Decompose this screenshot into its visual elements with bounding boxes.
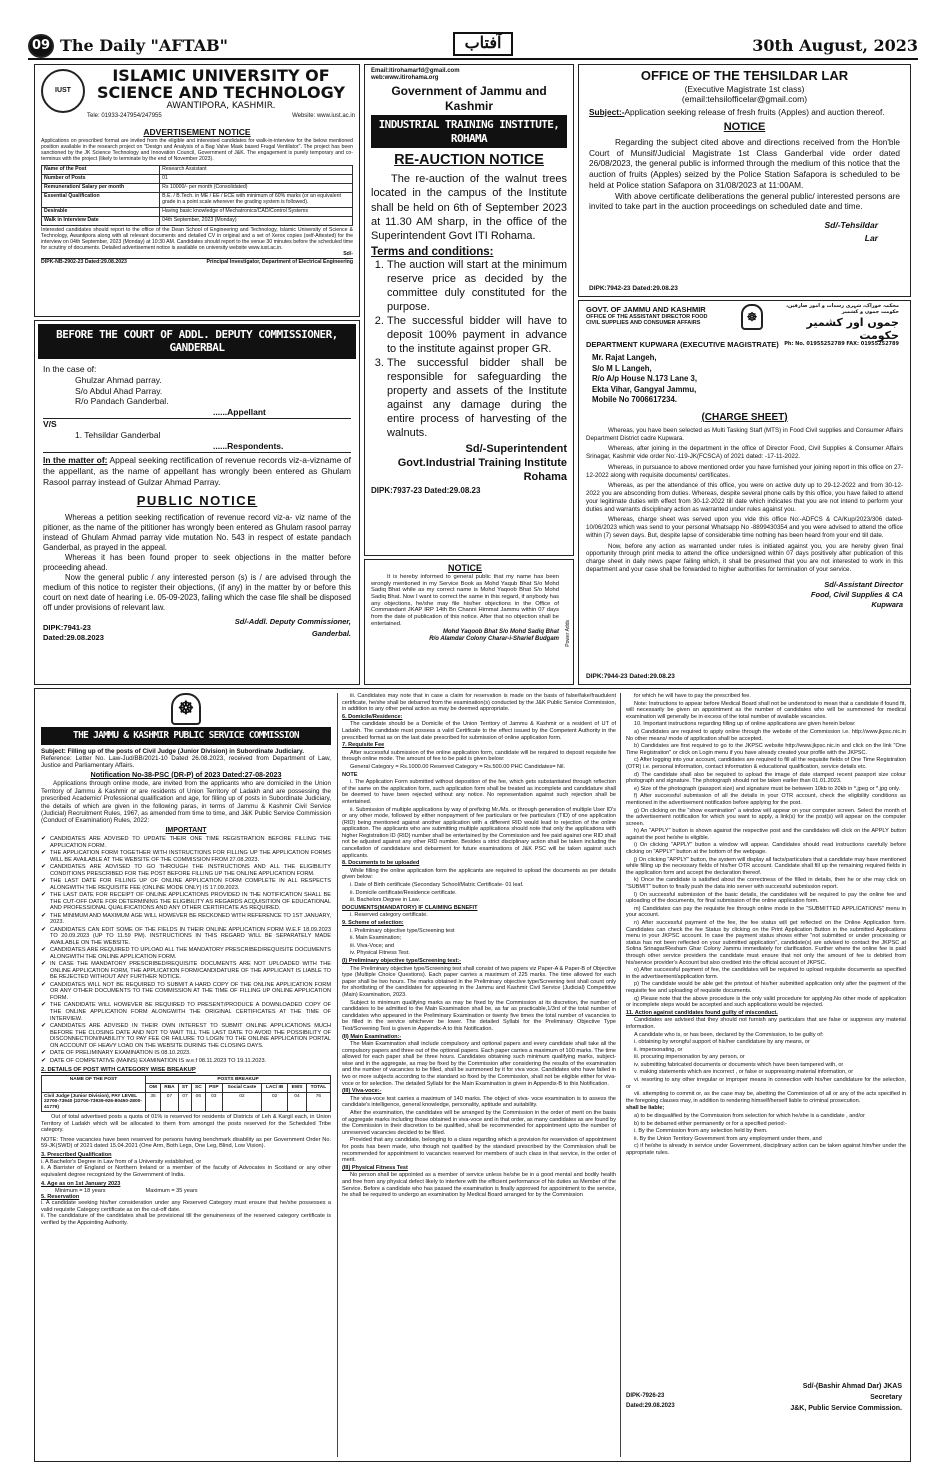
iust-logo-label: IUST bbox=[55, 86, 71, 94]
food-addr-line: Ekta Vihar, Gangyal Jammu, bbox=[592, 384, 697, 394]
court-vs: V/S bbox=[43, 419, 57, 430]
iust-table bbox=[41, 165, 353, 226]
psc-col3-para: a) to be disqualified by the Commission from selection for which he/she is a candidate , and/or bbox=[634, 1113, 865, 1120]
psc-col2-para: After the examination, the candidates will be arranged by the Commission in the order of merit on the basis of aggregate marks including those obtained in viva-voce and in that order, as many candidates as are found by the Commission in their discretion to be qualified, shall be recommended for appointment upto the number of unreserved vacancies decided to be filled. bbox=[342, 1110, 616, 1136]
psc-table-post: Civil Judge (Junior Division), PAY LEVEL 22700-73940 (22700-73939-926-80450-2800-41779) bbox=[42, 1092, 146, 1112]
psc-col2-para: Provided that any candidate, belonging to a class regarding which a provision for reservation of appointment for posts has been made, who though not qualified by the standard prescribed by the Commission shall be recommended for appointment to vacancies reserved for members of such class in that service, in the order of merit. bbox=[342, 1137, 616, 1164]
psc-reference: Reference: Letter No. Law-Jud/BB/2021-10 Dated 26.08.2023, received from Department of Law, Justice and Parliamentary Affairs. bbox=[41, 755, 331, 770]
food-para: Whereas, after joining in the department in the office of Director Food, Civil Supplies & Consumer Affairs Srinagar, Kashmir vide order No:-119-JK(FCSCA) of 2021 dated: -17-11-2022. bbox=[586, 445, 903, 461]
psc-col3-para: q) Please note that the above procedure is the only valid procedure for applying.No other mode of application or incomplete steps would be accepted and such applications would be rejected. bbox=[626, 995, 906, 1009]
checkmark-icon: ✔ bbox=[41, 961, 47, 968]
psc-col3-para: Note: Instructions to appear before Medical Board shall not be understood to mean that a candidate if found fit, will necessarily be given an appointment as the number of candidates who will be summoned for medical examination will generally be in excess of the total number of available vacancies. bbox=[626, 700, 906, 720]
food-sig1: Sd/-Assistant Director bbox=[824, 579, 903, 589]
court-dated: Dated:29.08.2023 bbox=[43, 632, 104, 642]
psc-col2-para: ii. Domicile certificate/Residence certificate. bbox=[350, 889, 457, 896]
psc-intro: Applications through online mode, are invited from the applicants who are domiciled in the Union Territory of Jammu & Kashmir or are residents of Union Territory of Ladakh and are possessing the prescribed Academic/ Professional qualification and age, for filling up of posts in Subordinate Judiciary, the details of which are given in the following paras, in terms of Jammu & Kashmir Civil Service (Judicial) Recruitment Rules, 1967, as amended from time to time, and J&K Public Service Commission (Conduct of Examination) Rules, 2022: bbox=[41, 780, 331, 825]
tehsildar-notice bbox=[578, 64, 911, 297]
psc-col2-para: Subject to minimum qualifying marks as may be fixed by the Commission at its discretion, the number of candidates to be admitted to the Main Examination shall be, as far as practicable,1/3rd of the total number of candidates who appeared in the Preliminary Examination or twenty five times the total number of vacancies to be filled in the service whichever be lower. The detailed Syllabi for the Preliminary Objective Type Test/Screening Test is given in Appendix-A to this Notification. bbox=[342, 999, 616, 1032]
iust-table-label: Remuneration/ Salary per month bbox=[42, 184, 160, 193]
psc-table-col: LAC/ IB bbox=[262, 1084, 288, 1093]
psc-pq: i. A Bachelor's Degree in Law from of a University established, or bbox=[41, 1158, 202, 1165]
psc-table-cell: 02 bbox=[222, 1092, 261, 1112]
psc-col2-para: No person shall be appointed as a member of service unless he/she be in a good mental and bodily health and free from any physical defect likely to interfere with the efficient performance of his duties as Member of the Service. Before a candidate who has passed the examination is finally approved for appointment to the service, he shall be required to undergo an examination by Medical Board arranged for by the Commission bbox=[342, 1172, 616, 1199]
psc-pq-title: 3. Prescribed Qualification bbox=[41, 1152, 112, 1159]
iti-web: web:www.itirohama.org bbox=[371, 75, 439, 82]
psc-table-col: EWS bbox=[288, 1084, 307, 1093]
psc-col2-para: (I) Preliminary objective type/Screening test:- bbox=[342, 957, 461, 964]
iust-table-label: Name of the Post bbox=[42, 166, 160, 175]
name-notice-body: It is hereby informed to general public that my name has been wrongly mentioned in my Service Book as Mohd Yaqub Bhat S/o Mohd Sadiq Bhat while as my correct name is Mohd Yaqoob Bhat S/o Mohd Sadiq Bhat. Now I want to correct the same in this regard, if anybody has any objections, he/she may file his/her objections in the Office of Commandant JKAP IRP 14th Bn Channi Himmat Jammu within 07 days from the date of publication of this notice. After that no objection shall be entertained. bbox=[371, 573, 559, 627]
psc-col3-para: j) On clicking "APPLY" button, the system will display all facts/particulars that a candidate may have mentioned while filling up the necessary fields of his/her OTR account. Candidate shall fill up the remaining required fields in the application form and accept the declaration thereof. bbox=[626, 856, 906, 876]
court-matter-label: In the matter of: bbox=[43, 454, 108, 465]
psc-ref2: Dated:29.08.2023 bbox=[626, 1403, 675, 1409]
iust-name bbox=[87, 67, 355, 112]
issue-date: 30th August, 2023 bbox=[752, 36, 918, 55]
psc-col3-para: n) After successful payment of the fee, the fee status will get reflected on the Online Application form. Candidates can check the fee Status by clicking on the Print Application Button in the submitted Applications menu in your JKPSC account. In case the payment status shows either "not submitted or under processing or status has not been reflected on your submitted application", candidate(s) are advised to contact the JKPSC at Solina Srinagar/Resham Ghar Colony Jammu immediately for clarification. Further where the online fee is paid through other service providers the candidate must ensure that not only the amount of fee is debited from his/service provider's Account but also credited into the official account of JKPSC. bbox=[626, 920, 906, 966]
checkmark-icon: ✔ bbox=[41, 1002, 47, 1009]
iti-intro: The re-auction of the walnut trees located in the campus of the Institute shall be held on 6th of September 2023 at 11.30 AM sharp, in the office of the Superintendent Govt ITI Rohama. bbox=[371, 172, 567, 243]
iti-terms bbox=[371, 259, 567, 441]
food-para: Whereas, you have been selected as Multi Tasking Staff (MTS) in Food Civil supplies and Consumer Affairs Department District cadre Kupwara. bbox=[586, 426, 903, 442]
iust-table-value: B.E. / B.Tech. in ME / EE / ECE with minimum of 60% marks (or an equivalent grade in a point scale wherever the grading system is followed). bbox=[160, 193, 353, 208]
psc-col3-para: v. making statements which are incorrect , or false or suppressing material information, or bbox=[634, 1069, 854, 1076]
checkmark-icon: ✔ bbox=[41, 926, 47, 933]
psc-check-item bbox=[41, 1050, 331, 1057]
psc-col3-para: i. By the Commission from any selection held by them. bbox=[634, 1128, 768, 1135]
food-sig3: Kupwara bbox=[871, 599, 903, 609]
court-p1: Whereas a petition seeking rectification of revenue record viz-a- viz name of the pitioner, as the name of the pititioner has wrongly been entered as Ghulam rasool parray instead of Ghulam Ahmad parray vide mutation No. 543 in respect of estate pandach Ganderbal, as prayed in the appeal. bbox=[43, 513, 351, 552]
psc-check-item bbox=[41, 947, 331, 960]
iust-outro: Interested candidates should report to the office of the Dean School of Engineering and Technology, Islamic University of Science & Technology, Awantipora along with all relevant documents and detailed CV in original and a set of Xerox copies (self-Attested) for the interview on 04th September, 2023 (Monday) at 10:30 AM. Candidates should report to the venue 30 minutes before the scheduled time for scrutiny of documents. Detailed advertisement notice is available on university website www.iust.ac.in. bbox=[41, 227, 353, 251]
psc-column-3 bbox=[626, 693, 906, 1457]
psc-col3-para: A candidate who is, or has been, declared by the Commission, to be guilty of: bbox=[634, 1031, 824, 1038]
psc-table-cell: 07 bbox=[160, 1092, 178, 1112]
tehsildar-p1: Regarding the subject cited above and directions received from the Hon'ble Court of Munsif/Judicial Magistrate 1st Class Ganderbal vide order dated 26/08/2023, the general public is informed through the medium of this notice that the auction of fruits (Apples) seized by the Police Station Safapora is scheduled to be held at Police station Safapora on 31/08/2023 at 11:00AM. bbox=[589, 136, 900, 190]
psc-res-title: 5. Reservation bbox=[41, 1193, 80, 1200]
iust-ref: DIPK-NB-2902-23 Dated:29.08.2023 bbox=[41, 258, 127, 265]
iust-table-label: Walk in Interview Date bbox=[42, 217, 160, 226]
food-header-left bbox=[586, 305, 746, 327]
food-h3: CIVIL SUPPLIES AND CONSUMER AFFAIRS bbox=[586, 320, 701, 327]
psc-table-cell: 76 bbox=[306, 1092, 330, 1112]
psc-table-cell: 04 bbox=[288, 1092, 307, 1112]
psc-col3-para: k) Once the candidate is satisfied about the correctness of the filled in details, then he or she may click on "SUBMIT" button to finally push the data into server with successful submission report. bbox=[626, 877, 906, 891]
psc-post-table bbox=[41, 1075, 331, 1113]
food-addr-line: S/o M L Langeh, bbox=[592, 363, 652, 373]
iti-ref: DIPK:7937-23 Dated:29.08.23 bbox=[371, 486, 481, 496]
appellant-line: S/o Abdul Ahad Parray. bbox=[75, 385, 163, 396]
psc-check-text: CANDIDATES ARE ADVISED IN THEIR OWN INTEREST TO SUBMIT ONLINE APPLICATIONS MUCH BEFORE THE CLOSING DATE AND NOT TO WAIT TILL THE LAST DATE TO AVOID THE POSSIBILITY OF DISCONNECTION/INABILITY TO PAY FEE OR FAILURE TO LOGIN TO THE ONLINE APPLICATION PORTAL ON ACCOUNT OF HEAVY LOAD ON THE WEBSITE DURING THE CLOSING DAYS. bbox=[50, 1022, 331, 1049]
psc-check-text: DATE OF COMPETATIVE (MAINS) EXAMINATION IS w.e.f 08.11.2023 TO 19.11.2023. bbox=[50, 1057, 267, 1064]
iust-name-line2: SCIENCE AND TECHNOLOGY bbox=[97, 83, 345, 102]
tehsildar-sub1: (Executive Magistrate 1st class) bbox=[684, 83, 805, 94]
tehsildar-p2: With above certificate deliberations the general public/ interested persons are invited to take part in the auction proceedings on scheduled date and time. bbox=[589, 190, 900, 212]
psc-table-col: PSP bbox=[205, 1084, 222, 1093]
psc-check-item bbox=[41, 1023, 331, 1050]
iust-table-label: Number of Posts bbox=[42, 175, 160, 184]
iust-table-row bbox=[42, 166, 353, 175]
psc-col2-para: i. Reserved category certificate. bbox=[350, 912, 428, 919]
psc-col3-para: for which he will have to pay the prescribed fee. bbox=[634, 693, 751, 699]
psc-check-item bbox=[41, 927, 331, 947]
psc-col2-para: ii. Submission of multiple applications by way of prefixing Mr./Ms. or through generation of multiple User ID's or any other mode, followed by either nonpayment of fee particulars or fee particulars (TID) of one application (RID) being mentioned against another application with a different RID would lead to rejection of the online application. The applicants who are submitting multiple applications should note that only the applications with higher Registration ID (RID) number shall be entertained by the Commission and fee paid against one RID shall not be adjusted against any other RID number. Besides a strict disciplinary action shall be taken including the cancellation of candidature and debarment for future examinations of J&K PSC will be taken against such applicants. bbox=[342, 806, 616, 859]
food-header-right bbox=[769, 304, 899, 348]
psc-col2-para: 9. Scheme of selection: bbox=[342, 920, 404, 926]
psc-col2-para: i. Date of Birth certificate (Secondary School/Matric Certificate- 01 leaf. bbox=[350, 882, 524, 889]
psc-pq: ii. A Barrister of England or Northern Ireland or a member of the faculty of Advocates in Scotland or any other equivalent degree recognized by the Government of India. bbox=[41, 1165, 331, 1178]
psc-check-text: IN CASE THE MANDATORY PRESCRIBED/REQUISITE DOCUMENTS ARE NOT UPLOADED WITH THE ONLINE APPLICATION FORM, THE APPLICATION FORM/CANDIDATURE OF THE APPLICANT IS LIABLE TO BE REJECTED WITHOUT ANY FURTHER NOTICE. bbox=[50, 961, 331, 981]
checkmark-icon: ✔ bbox=[41, 864, 47, 871]
psc-col2-para: After successful submission of the online application form, candidate will be required to deposit requisite fee through online mode. The amount of fee to be paid is given below: bbox=[342, 749, 616, 763]
psc-age-title: 4. Age as on 1st January 2023 bbox=[41, 1181, 121, 1188]
psc-table-head-row bbox=[42, 1075, 331, 1084]
iust-table-row bbox=[42, 184, 353, 193]
psc-check-item bbox=[41, 1002, 331, 1022]
iust-table-label: Essential Qualification bbox=[42, 193, 160, 208]
psc-sig3: J&K, Public Service Commission. bbox=[790, 1405, 902, 1412]
court-respondents: ......Respondents. bbox=[213, 440, 284, 451]
checkmark-icon: ✔ bbox=[41, 850, 47, 857]
psc-col3-para: p) The candidate would be able get the printout of his/her submitted application only after the payment of the requisite fee and uploading of requisite documents. bbox=[626, 981, 906, 994]
checkmark-icon: ✔ bbox=[41, 836, 47, 843]
psc-table-cell: 35 bbox=[146, 1092, 161, 1112]
iust-intro: Applications on prescribed format are invited from the eligible and interested candidates for walk-in-interview for the below mentioned position available in the research project on "Design and Analysis of a Bag Valve Mask based Frugal Ventilator". The project has been sanctioned by the JK Science Technology and Innovation Council, Government of J&K. The engagement is purely temporary and co-terminus with the project (likely to terminate by the end of November 2023). bbox=[41, 138, 353, 163]
iti-term: 2. The successful bidder will have to deposit 100% payment in advance to the institute against proper GR. bbox=[387, 315, 567, 357]
psc-col3-para: 11. Action against candidates found guilty of misconduct. bbox=[626, 1009, 778, 1016]
iust-heading: ADVERTISEMENT NOTICE bbox=[143, 127, 251, 137]
psc-sig1: Sd/-(Bashir Ahmad Dar) JKAS bbox=[802, 1383, 902, 1390]
psc-check-text: THE MINIMUM AND MAXIMUM AGE WILL HOWEVER BE RECKONED WITH REFERENCE TO 1ST JANUARY, 2023. bbox=[50, 912, 331, 926]
tehsildar-title: OFFICE OF THE TEHSILDAR LAR bbox=[640, 68, 849, 83]
tehsildar-ref: DIPK:7942-23 Dated:29.08.23 bbox=[589, 285, 678, 293]
court-public-notice bbox=[34, 320, 360, 685]
name-notice-sig1: Mohd Yaqoob Bhat S/o Mohd Sadiq Bhat bbox=[443, 629, 559, 636]
court-banner: BEFORE THE COURT OF ADDL. DEPUTY COMMISSIONER, GANDERBAL bbox=[38, 324, 356, 359]
psc-col2-para: iii. Candidates may note that in case a claim for reservation is made on the basis of false/fake/fraudulent certificate, he/she shall be debarred from the examination(s) conducted by the J&K Public Service Commission, in addition to any other penal action as may be deemed appropriate. bbox=[342, 693, 616, 713]
psc-col2-para: (III) Physical Fitness Test bbox=[342, 1164, 408, 1171]
iust-table-value: 04th September, 2023 (Monday) bbox=[160, 217, 353, 226]
psc-col3-para: a) Candidates are required to apply online through the website of the Commission i.e. http://www.jkpsc.nic.in No other means/ mode of application shall be accepted. bbox=[626, 728, 906, 742]
psc-check-item bbox=[41, 836, 331, 849]
psc-table-cell: 02 bbox=[262, 1092, 288, 1112]
psc-check-text: THE LAST DATE FOR FILLING UP OF ONLINE APPLICATION FORM COMPLETE IN ALL RESPECTS ALONGWITH THE REQUISITE FEE (ONLINE MODE ONLY) IS 17.09.2023. bbox=[50, 878, 331, 891]
psc-col3-para: m) Candidates can pay the requisite fee through online mode in the "SUBMITTED APPLICATIONS" menu in your account. bbox=[626, 905, 906, 919]
psc-age-max: Maximum = 35 years bbox=[145, 1187, 198, 1194]
tehsildar-sub2: (email:tehsilofficelar@gmail.com) bbox=[681, 94, 808, 105]
psc-col2-para: i. Preliminary objective type/Screening test bbox=[350, 927, 455, 934]
newspaper-logo: آفتاب bbox=[453, 32, 513, 56]
psc-sig2: Secretary bbox=[870, 1394, 902, 1401]
tehsildar-subject: Application seeking release of fresh fruits (Apples) and auction thereof. bbox=[624, 106, 885, 117]
psc-important: IMPORTANT bbox=[165, 826, 207, 834]
iust-name-line1: ISLAMIC UNIVERSITY OF bbox=[112, 66, 330, 85]
psc-check-text: THE LAST DATE FOR RECEIPT OF ONLINE APPLICATIONS PROVIDED IN THE NOTIFICATION SHALL BE THE CUT-OFF DATE FOR DETERMINING THE ELIGIBILITY AS REGARDS ACQUISITION OF EDUCATIONAL AND PROFESSIONAL QUALIFICATIONS AND ANY OTHER CERTIFICATE AS REQUIRED. bbox=[50, 892, 331, 912]
tehsildar-subject-label: Subject:- bbox=[589, 106, 625, 117]
psc-col3-para: vi. resorting to any other irregular or improper means in connection with his/her candidature for the selection, or bbox=[626, 1077, 906, 1090]
psc-notif: Notification No-38-PSC (DR-P) of 2023 Dated:27-08-2023 bbox=[90, 769, 282, 779]
psc-col3-para: d) The candidate shall also be required to upload the image of date stamped recent passport size colour photograph and signature. The photograph should not be taken earlier than 01.01.2023. bbox=[626, 771, 906, 785]
psc-table-col: ST bbox=[178, 1084, 191, 1093]
psc-check-item bbox=[41, 864, 331, 877]
psc-col3-para: ii. By the Union Territory Government from any employment under them, and bbox=[634, 1135, 822, 1142]
psc-col2-para: General Category = Rs.1000.00 Reserved Category = Rs.500.00 PHC Candidates= Nil. bbox=[350, 763, 566, 770]
iust-table-value: 01 bbox=[160, 175, 353, 184]
newspaper-name: The Daily "AFTAB" bbox=[60, 36, 228, 55]
psc-table-col: OM bbox=[146, 1084, 161, 1093]
psc-check-item bbox=[41, 850, 331, 863]
psc-res: ii. The candidature of the candidates shall be provisional till the genuineness of the reserved category certificate is verified by the Appointing Authority. bbox=[41, 1213, 331, 1226]
iti-gov: Government of Jammu and Kashmir bbox=[391, 84, 547, 113]
checkmark-icon: ✔ bbox=[41, 1050, 47, 1057]
psc-table-col: SC bbox=[192, 1084, 206, 1093]
masthead bbox=[28, 34, 918, 60]
psc-check-item bbox=[41, 913, 331, 926]
psc-table-cell: 03 bbox=[205, 1092, 222, 1112]
psc-table-col: RBA bbox=[160, 1084, 178, 1093]
psc-col3-para: o) After successful payment of fee, the candidates will be required to upload requisite documents as specified in the advertisement/application form. bbox=[626, 967, 906, 980]
food-addr-line: R/o A/p House N.173 Lane 3, bbox=[592, 374, 697, 384]
iust-table-row bbox=[42, 175, 353, 184]
psc-col3-para: c) After logging into your account, candidates are required to fill all the requisite fields of One Time Registration (OTR) i.e. personal information, contact information & educational qualification, service details etc. bbox=[626, 757, 906, 770]
checkmark-icon: ✔ bbox=[41, 1022, 47, 1029]
iust-table-row bbox=[42, 217, 353, 226]
psc-col3-para: g) On clicking on the "show examination" a window will appear on your computer screen. Select the month of the advertisement notification for which you want to apply, a link(s) for the post(s) will appear on the computer screen. bbox=[626, 807, 906, 827]
psc-col3-para: f) After successful submission of all the details in your OTR account, check the eligibility conditions as mentioned in the advertisement notification before applying for the post. bbox=[626, 793, 906, 806]
tehsildar-sig2: Lar bbox=[864, 232, 878, 243]
psc-table-cell: 07 bbox=[178, 1092, 191, 1112]
iust-web: Website: www.iust.ac.in bbox=[292, 113, 355, 119]
psc-check-item bbox=[41, 982, 331, 1002]
jk-emblem-icon: ☸ bbox=[171, 693, 201, 725]
psc-check-item bbox=[41, 892, 331, 912]
food-address bbox=[586, 353, 903, 406]
iust-table-row bbox=[42, 208, 353, 217]
psc-check-text: CANDIDATES ARE ADVISED TO GO THROUGH THE INSTRUCTIONS AND ALL THE ELIGIBILITY CONDITIONS PRESCRIBED FOR THE POST BEFORE FILLING UP THE ONLINE APPLICATION FORM. bbox=[50, 864, 331, 877]
psc-check-item bbox=[41, 878, 331, 891]
iti-banner: INDUSTRIAL TRAINING INSTITUTE, ROHAMA bbox=[371, 115, 567, 148]
psc-check-text: CANDIDATES CAN EDIT SOME OF THE FIELDS IN THEIR ONLINE APPLICATION FORM W.E.F 18.09.2023 TO 20.09.2023 (UP TO 11.59 PM). INSTRUCTIONS IN THIS REGARD WILL BE SEPARATELY MADE AVAILABLE ON THE WEBSITE. bbox=[50, 926, 331, 946]
iust-logo-icon bbox=[41, 69, 85, 113]
court-appellant: ......Appellant bbox=[213, 407, 266, 418]
iust-table-value: Research Assistant bbox=[160, 166, 353, 175]
iust-table-value: Having basic knowledge of Mechatronics/CAD/Control Systems bbox=[160, 208, 353, 217]
psc-col3-para: iv. submitting fabricated documents or documents which have been tampered with, or bbox=[634, 1061, 844, 1068]
psc-column-2 bbox=[337, 693, 621, 1457]
court-respondent-line: 1. Tehsildar Ganderbal bbox=[75, 430, 161, 441]
psc-col2-para: While filling the online application form the applicants are required to upload the documents as per details given below: bbox=[342, 867, 616, 881]
psc-check-item bbox=[41, 1058, 331, 1065]
psc-col2-para: NOTE bbox=[342, 771, 358, 778]
food-sig2: Food, Civil Supplies & CA bbox=[810, 589, 903, 599]
food-para: Whereas, in pursuance to above mentioned order you have furnished your joining report in this office on 27-12-2022 along with requisite documents/ certificates. bbox=[586, 463, 903, 479]
tehsildar-sig1: Sd/-Tehsildar bbox=[824, 220, 878, 231]
psc-col3-para: b) to be debarred either permanently or for a specified period:- bbox=[634, 1120, 787, 1127]
iti-sig3: Rohama bbox=[523, 470, 567, 483]
psc-check-item bbox=[41, 961, 331, 981]
psc-check-text: THE CANDIDATE WILL HOWEVER BE REQUIRED TO PRESENT/PRODUCE A DOWNLOADED COPY OF THE ONLINE APPLICATION FORM ALONGWITH THE ORIGINAL CERTIFICATES AT THE TIME OF INTERVIEW. bbox=[50, 1002, 331, 1022]
checkmark-icon: ✔ bbox=[41, 912, 47, 919]
food-h1: GOVT. OF JAMMU AND KASHMIR bbox=[586, 305, 706, 314]
psc-banner: THE JAMMU & KASHMIR PUBLIC SERVICE COMMISSION bbox=[41, 727, 331, 745]
court-case-label: In the case of: bbox=[43, 363, 97, 374]
psc-table-col: TOTAL bbox=[306, 1084, 330, 1093]
psc-col3-para: 10. Important instructions regarding filling up of online applications are given herein below: bbox=[634, 721, 856, 728]
appellant-line: Ghulzar Ahmad parray. bbox=[75, 374, 162, 385]
psc-after-table: Out of total advertised posts a quota of 01% is reserved for residents of Districts of Leh & Kargil each, in Union Territory of Ladakh which will be allocated to them from amongst the posts reserved for the Scheduled Tribe category. bbox=[41, 1114, 331, 1134]
psc-check-text: CANDIDATES ARE REQUIRED TO UPLOAD ALL THE MANDATORY PRESCRIBED/REQUISITE DOCUMENTS ALONGWITH THE ONLINE APPLICATION FORM. bbox=[50, 947, 331, 960]
food-urdu2: جموں اور کشمیر حکومت bbox=[806, 315, 899, 342]
court-sig2: Ganderbal. bbox=[311, 628, 351, 638]
psc-col3-para: e) Size of the photograph (passport size) and signature must be between 10kb to 20kb in *.jpeg or *.jpg only. bbox=[634, 785, 901, 792]
psc-col3-para: shall be liable; bbox=[626, 1105, 665, 1112]
psc-col2-para: iii. Viva-Voce; and bbox=[350, 942, 394, 949]
psc-table-col: Social Caste bbox=[222, 1084, 261, 1093]
checkmark-icon: ✔ bbox=[41, 947, 47, 954]
court-appellant-block bbox=[43, 375, 351, 408]
psc-table-row bbox=[42, 1092, 331, 1112]
court-p3: Now the general public / any interested person (s) is / are advised through the medium of this notice to register their objections, (if any) in the matter by or before this court on next date of hearing i.e. 05-09-2023, failing which the case file shall be disposed off under provisions of relevant law. bbox=[43, 572, 351, 612]
psc-col3-para: b) Candidates are first required to go to the JKPSC website http://www.jkpsc.nic.in and click on the link "One Time Registration" or click on Login menu if you have already created your profile with the JKPSC. bbox=[626, 743, 906, 756]
iust-sd: Sd/- bbox=[343, 250, 353, 257]
psc-res: i. A candidate seeking his/her consideration under any Reserved Category must ensure that he/she possesses a valid requisite Category certificate as on the cut-off date. bbox=[41, 1200, 331, 1213]
psc-col2-para: The viva-voce test carries a maximum of 140 marks. The object of viva- voce examination is to assess the candidate's intelligence, general knowledge, personality, aptitude and suitability. bbox=[342, 1095, 616, 1109]
food-ref: DIPK:7944-23 Dated:29.08.23 bbox=[586, 673, 675, 681]
psc-col3-para: iii. procuring impersonation by any person, or bbox=[634, 1054, 745, 1061]
food-h4: DEPARTMENT KUPWARA (EXECUTIVE MAGISTRATE) bbox=[586, 340, 779, 349]
food-charge-sheet bbox=[578, 300, 911, 685]
iust-table-value: Rs 10000/- per month (Consolidated) bbox=[160, 184, 353, 193]
psc-check-text: DATE OF PRELIMINARY EXAMINATION IS 08.10.2023. bbox=[50, 1050, 191, 1057]
court-matter: Appeal seeking rectification of revenue records viz-a-vizname of the appellant, as the name of appellant has wrongly been entered as Ghulam Rasool parray instead of Gulzar Ahmad Parray. bbox=[43, 454, 351, 487]
food-addr-line: Mobile No 7006617234. bbox=[592, 395, 677, 405]
psc-table-cell: 06 bbox=[192, 1092, 206, 1112]
psc-col3-para: i) On clicking "APPLY" button a window will appear. Candidates should read instructions carefully before clicking on "APPLY" button at the bottom of the webpage. bbox=[626, 842, 906, 856]
psc-age-min: Minimum = 18 years bbox=[55, 1187, 106, 1194]
court-p2: Whereas it has been found proper to seek objections in the matter before proceeding ahead. bbox=[43, 552, 351, 572]
food-urdu1: محکمہ خوراک، شہری رسدات و امور صارفین، حکومت جموں و کشمیر bbox=[786, 303, 899, 315]
psc-col3-para: i. obtaining by wrongful support of his/her candidature by any means, or bbox=[634, 1039, 810, 1046]
psc-col3-para: l) On successful submission of the basic details, the candidates will be required to pay the online fee and uploading of the documents, for final submission of the online application form. bbox=[626, 891, 906, 905]
psc-col3-para: Candidates are advised that they should not furnish any particulars that are false or suppress any material information. bbox=[626, 1017, 906, 1030]
psc-col2-para: iii. Bachelors Degree in Law. bbox=[350, 897, 420, 904]
psc-col2-para: The candidate should be a Domicile of the Union Territory of Jammu & Kashmir or a resident of UT of Ladakh. The candidate must possess a valid Certificate to the effect issued by the Competent Authority in the prescribed format as on the last date prescribed for submission of online application form. bbox=[342, 721, 616, 741]
iti-reauction-notice bbox=[364, 64, 574, 556]
name-notice-sig2: R/o Alamdar Colony Charar-i-Sharief Budgam bbox=[429, 636, 559, 643]
iust-signatory: Principal Investigator, Department of Electrical Engineering bbox=[206, 258, 353, 265]
iti-heading: RE-AUCTION NOTICE bbox=[394, 152, 544, 169]
emblem-icon: ☸ bbox=[741, 304, 763, 330]
checkmark-icon: ✔ bbox=[41, 878, 47, 885]
iti-email: Email:itirohamarfd@gmail.com bbox=[371, 68, 460, 74]
iti-terms-label: Terms and conditions: bbox=[371, 246, 494, 259]
psc-notification bbox=[34, 688, 911, 1462]
psc-col3-para: ii. impersonating, or bbox=[634, 1046, 683, 1053]
iust-table-label: Desirable bbox=[42, 208, 160, 217]
psc-check-text: THE APPLICATION FORM TOGETHER WITH INSTRUCTIONS FOR FILLING UP THE APPLICATION FORMS WILL BE AVAILABLE AT THE WEBSITE OF THE COMMISSION FROM 27.08.2023. bbox=[50, 850, 331, 863]
food-para: Whereas, charge sheet was served upon you vide this office No:-ADFCS & CA/Kup/2023/306 dated-10/06/2023 which was send to your personal Whatsapp No -8899430354 and you were advised to attend the office within (7) seven days. But, despite lapse of considerable time nothing has been heard from your end till date. bbox=[586, 516, 903, 539]
iust-contact bbox=[87, 113, 355, 120]
name-notice-heading: NOTICE bbox=[447, 563, 482, 573]
iust-table-row bbox=[42, 193, 353, 208]
page-number: 09 bbox=[28, 34, 54, 58]
psc-table-head: POSTS BREAKUP bbox=[146, 1075, 331, 1084]
psc-table-head: NAME OF THE POST bbox=[42, 1075, 146, 1092]
iust-advertisement bbox=[34, 64, 360, 317]
psc-col2-para: DOCUMENTS(MANDATORY) IF CLAIMING BENEFIT bbox=[342, 904, 478, 911]
iti-term: 1. The auction will start at the minimum reserve price as decided by the committee duly constituted for the purpose. bbox=[387, 259, 567, 315]
psc-col2-para: iv. Physical Fitness Test. bbox=[350, 950, 410, 957]
food-para: Now, before any action as warranted under rules is initiated against you, you are hereby given final opportunity through print media to attend the office undersigned within 07 days positively after publication of this charge sheet in daily news paper failing which, it shall be presumed that you are not interested to work in this department and your case shall be forwarded to higher authorities for termination of your service. bbox=[586, 542, 903, 573]
iust-location: AWANTIPORA, KASHMIR. bbox=[166, 101, 276, 111]
court-notice-heading: PUBLIC NOTICE bbox=[136, 493, 258, 509]
psc-check-text: CANDIDATES WILL NOT BE REQUIRED TO SUBMIT A HARD COPY OF THE ONLINE APPLICATION FORM OR ANY OTHER DOCUMENTS TO THE COMMISSION AT THE TIME OF FILLING UP ONLINE APPLICATION FORM. bbox=[50, 981, 331, 1002]
psc-col2-para: (II) Main Examination:- bbox=[342, 1033, 402, 1040]
checkmark-icon: ✔ bbox=[41, 892, 47, 899]
psc-column-1 bbox=[41, 693, 331, 1457]
psc-col3-para: c) if he/she is already in service under Government, disciplinary action can be taken against him/her under the appropriate rules. bbox=[626, 1143, 906, 1156]
iust-body bbox=[41, 127, 353, 266]
psc-column-3-text bbox=[626, 693, 906, 1377]
psc-col3-para: vii. attempting to commit or, as the case may be, abetting the Commission of all or any of the acts specified in the foregoing clauses may, in addition to rendering himself/herself liable to criminal prosecution. bbox=[626, 1091, 906, 1104]
psc-col2-para: ii. Main Examination; bbox=[350, 935, 402, 942]
food-h2: OFFICE OF THE ASSISTANT DIRECTOR FOOD bbox=[586, 314, 708, 321]
iti-sig2: Govt.Industrial Training Institute bbox=[397, 456, 567, 469]
iti-term: 3. The successful bidder shall be responsible for safeguarding the property and assets of the Institute against any damage during the entire process of harvesting of the walnuts. bbox=[387, 357, 567, 441]
iust-tel: Tele: 01933-247954/247955 bbox=[87, 113, 162, 119]
food-heading: (CHARGE SHEET) bbox=[701, 411, 788, 423]
tehsildar-heading: NOTICE bbox=[723, 121, 766, 134]
psc-check-text: CANDIDATES ARE ADVISED TO UPDATE THEIR ONE TIME REGISTRATION BEFORE FILLING THE APPLICATION FORM. bbox=[50, 836, 331, 850]
food-ph: Ph: No. 01955252789 FAX: 01955252789 bbox=[784, 341, 899, 348]
name-notice-side-label: Power Adds bbox=[565, 620, 572, 647]
appellant-line: R/o Pandach Ganderbal. bbox=[75, 396, 169, 407]
psc-checklist bbox=[41, 836, 331, 1065]
psc-col2-para: The Main Examination shall include compulsory and optional papers and every candidate shall take all the compulsory papers and three out of the optional papers. Each paper carries a maximum of 100 marks. The time allowed for each paper shall be three hours. Candidates obtaining such minimum qualifying marks, subject-wise and in the aggregate, as may be fixed by the Commission after considering the results of the examination and the number of vacancies to be filled, shall be summoned by it for viva voce. Candidates who have failed in two or more subjects according to the standard so fixed by the Commission, shall not be eligible either for viva-voce or for selection. The detailed Syllabi for the Main Examination is given in Appendix-B to this Notification. bbox=[342, 1041, 616, 1087]
food-addr-line: Mr. Rajat Langeh, bbox=[592, 353, 657, 363]
psc-col2-para: 7. Requisite Fee bbox=[342, 742, 385, 749]
iti-sig1: Sd/-Superintendent bbox=[465, 443, 567, 455]
court-ref: DIPK:7941-23 bbox=[43, 622, 91, 632]
food-para: Whereas, as per the attendance of this office, you were on active duty up to 29-12-2022 and from 30-12-2022 you are absconding from duties. Whereas, despite several phone calls by this office, you have failed to attend your legitimate duties with effect from 30-12-2022 till date which indicates that you are not intend to perform your duties and warrants disciplinary action as warranted under rules against you. bbox=[586, 482, 903, 513]
psc-col2-para: 8. Documents to be uploaded bbox=[342, 860, 420, 867]
psc-subject: Subject: Filling up of the posts of Civil Judge (Junior Division) in Subordinate Judiciary. bbox=[41, 747, 304, 755]
psc-col2-para: i. The Application Form submitted without deposition of the fee, which gets substantiated through reflection of the same on the application form, such application form shall be treated as incomplete and candidature shall be deemed to have been rejected without any notice. No representation against such rejection shall be entertained. bbox=[342, 779, 616, 805]
psc-col2-para: (III) Viva-voce:- bbox=[342, 1088, 382, 1095]
psc-table-title: 2. DETAILS OF POST WITH CATEGORY WISE BREAKUP bbox=[41, 1067, 196, 1074]
psc-col2-para: 6. Domicile/Residence: bbox=[342, 713, 403, 720]
name-correction-notice bbox=[364, 559, 574, 685]
psc-col3-para: h) An "APPLY" button is shown against the respective post and the candidates will click on the APPLY button against the post he/she is eligible. bbox=[626, 828, 906, 841]
psc-after-table: NOTE: Three vacancies have been reserved for persons having benchmark disability as per Government Order No. 59-JK(SWD) of 2021 dated 15.04.2021 (One Arm, Both Legs, One Leg, Blind, Low Vision). bbox=[41, 1136, 331, 1149]
court-sig1: Sd/-Addl. Deputy Commissioner, bbox=[234, 616, 351, 626]
psc-ref1: DIPK-7926-23 bbox=[626, 1393, 665, 1399]
checkmark-icon: ✔ bbox=[41, 981, 47, 988]
checkmark-icon: ✔ bbox=[41, 1057, 47, 1064]
psc-col2-para: The Preliminary objective type/Screening test shall consist of two papers viz Paper-A & Paper-B of Objective type (Multiple Choice Questions). Each paper carries a maximum of 225 marks. The time allowed for each paper shall be two hours. The marks obtained in the Preliminary objective type/Screening test shall count only for shortlisting of the candidates for appearing in the Jammu and Kashmir Civil Service (Judicial) Competitive (Main) Examination, 2023. bbox=[342, 965, 616, 998]
